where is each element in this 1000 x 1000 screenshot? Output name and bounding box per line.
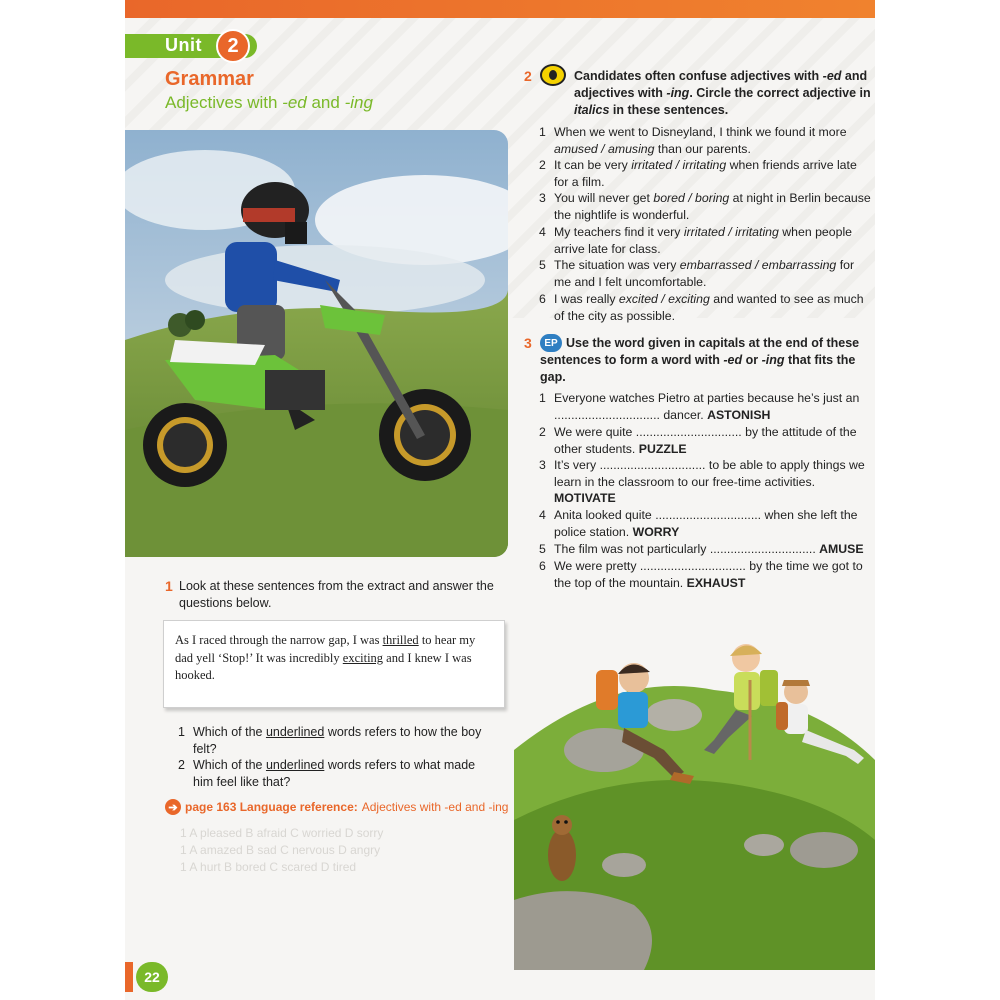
exercise-2-item: 4 My teachers find it very irritated / irritating when people arrive late for class. — [539, 225, 853, 256]
top-color-bar — [125, 0, 875, 18]
answer-gap: ............................... — [635, 425, 742, 439]
exercise-2-instruction: 2 Candidates often confuse adjectives with -ed and adjectives with -ing. Circle the correct adjective in italics in these sentences. — [524, 68, 871, 117]
bleed-through-text: 1 A pleased B afraid C worried D sorry 1 A amazed B sad C nervous D angry 1 A hurt B bored C scared D tired — [180, 826, 384, 874]
hikers-illustration — [514, 630, 875, 970]
ep-icon: EP — [540, 334, 562, 352]
answer-gap: ............................... — [709, 542, 816, 556]
eye-icon — [540, 64, 566, 86]
answer-gap: ............................... — [599, 458, 706, 472]
exercise-number: 3 — [524, 335, 532, 351]
question-item: 1 Which of the underlined words refers to how the boy felt? — [178, 725, 482, 756]
unit-number-badge: 2 — [216, 29, 250, 63]
extract-quote-box — [163, 620, 505, 708]
exercise-3-item: 2 We were quite ............................... by the attitude of the other students. PUZZLE — [539, 425, 857, 456]
exercise-2-item: 3 You will never get bored / boring at night in Berlin because the nightlife is wonderful. — [539, 191, 871, 222]
exercise-3-item: 4 Anita looked quite ............................... when she left the police station. WORRY — [539, 508, 858, 539]
answer-gap: ............................... — [655, 508, 762, 522]
exercise-number: 1 — [165, 578, 173, 594]
extract-quote: As I raced through the narrow gap, I was thrilled to hear my dad yell ‘Stop!’ It was incredibly exciting and I knew I was hooked. — [175, 633, 476, 682]
answer-gap: ............................... — [639, 559, 746, 573]
exercise-3-instruction: 3 Use the word given in capitals at the end of these sentences to form a word with -ed or -ing that fits the gap. — [524, 335, 860, 384]
section-title: Grammar — [165, 68, 254, 90]
exercise-1-instruction: 1 Look at these sentences from the extract and answer the questions below. — [165, 578, 494, 610]
exercise-2-item: 1 When we went to Disneyland, I think we found it more amused / amusing than our parents. — [539, 125, 847, 156]
exercise-3-item: 1 Everyone watches Pietro at parties because he’s just an ............................... dancer. ASTONISH — [539, 391, 860, 422]
unit-label: Unit — [165, 35, 202, 55]
arrow-right-icon: ➔ — [165, 799, 181, 815]
exercise-3-item: 5 The film was not particularly ............................... AMUSE — [539, 542, 864, 556]
exercise-3-item: 6 We were pretty ............................... by the time we got to the top of the mountain. EXHAUST — [539, 559, 863, 590]
page-number-bar — [125, 962, 133, 992]
language-reference-link[interactable]: ➔ page 163 Language reference: Adjectives with -ed and -ing — [165, 799, 508, 815]
exercise-3-item: 3 It’s very ............................... to be able to apply things we learn in the classroom to our free-time activities. MOTIVATE — [539, 458, 865, 506]
answer-gap: ............................... — [554, 407, 660, 422]
exercise-2-item: 6 I was really excited / exciting and wanted to see as much of the city as possible. — [539, 292, 864, 323]
motocross-photo — [125, 130, 508, 557]
question-item: 2 Which of the underlined words refers to what made him feel like that? — [178, 758, 476, 789]
page-number: 22 — [136, 962, 168, 992]
exercise-2-item: 5 The situation was very embarrassed / embarrassing for me and I felt uncomfortable. — [539, 258, 855, 289]
exercise-number: 2 — [524, 68, 532, 84]
exercise-2-item: 2 It can be very irritated / irritating when friends arrive late for a film. — [539, 158, 857, 189]
section-subtitle: Adjectives with -ed and -ing — [165, 93, 373, 112]
